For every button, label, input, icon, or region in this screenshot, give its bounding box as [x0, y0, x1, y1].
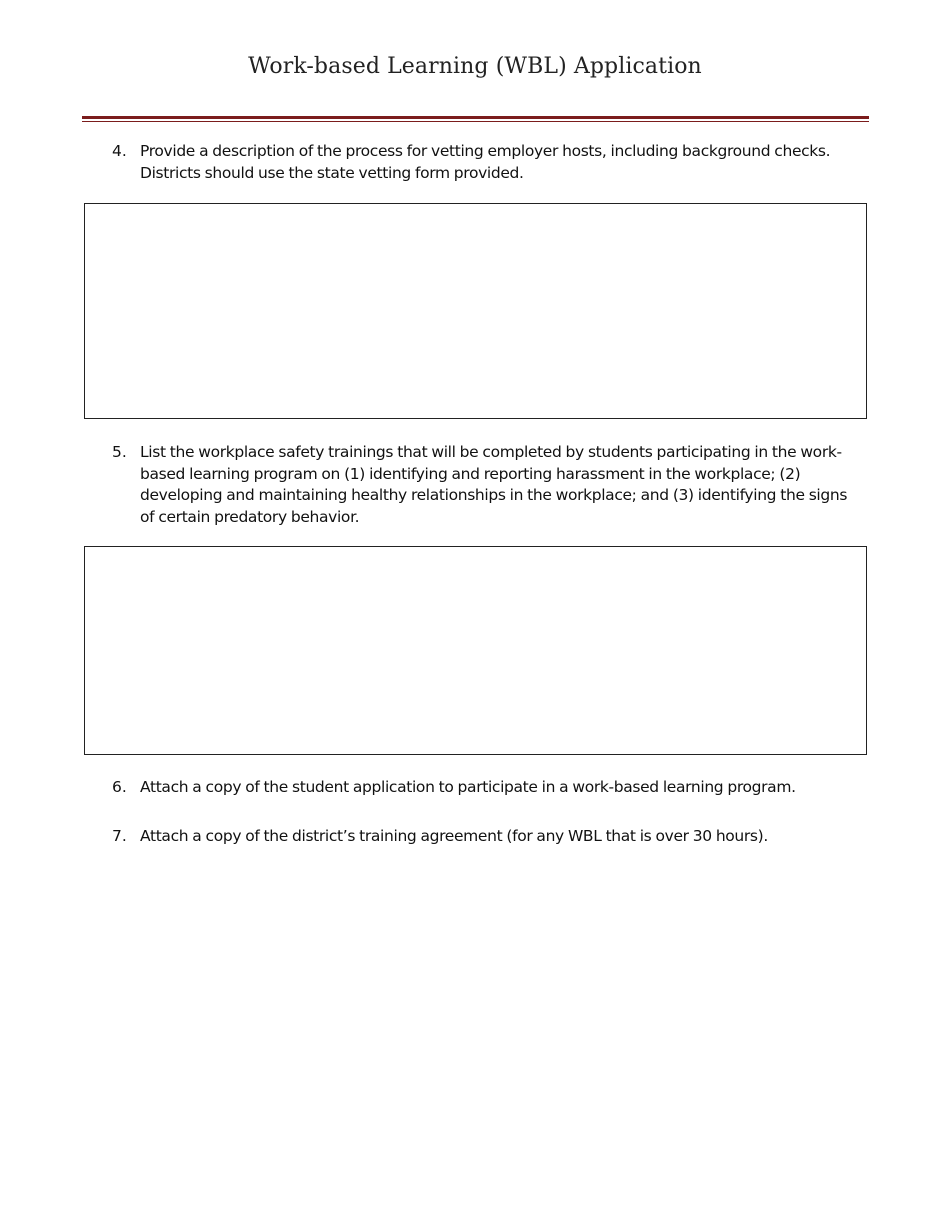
- question-4-number: 4.: [112, 142, 127, 160]
- page-title: Work-based Learning (WBL) Application: [248, 54, 702, 79]
- question-6-text: Attach a copy of the student application to participate in a work-based learning program.: [140, 778, 796, 796]
- header-divider-thin: [82, 121, 869, 122]
- question-5-text: List the workplace safety trainings that will be completed by students participating in the work-based learning program on (1) identifying and reporting harassment in the workplace; (2) developing and maintaining healthy relationships in the workplace; and (3) identifying the signs of certain predatory behavior.: [140, 443, 848, 526]
- header-divider: [82, 116, 869, 119]
- question-6: [112, 777, 862, 799]
- question-6-number: 6.: [112, 778, 127, 796]
- question-5-number: 5.: [112, 443, 127, 461]
- question-7-text: Attach a copy of the district’s training agreement (for any WBL that is over 30 hours).: [140, 827, 768, 845]
- question-5: [112, 442, 862, 528]
- question-7: [112, 826, 862, 848]
- question-5-answer-box[interactable]: [84, 546, 867, 755]
- question-4: [112, 141, 862, 184]
- question-4-answer-box[interactable]: [84, 203, 867, 419]
- question-4-text: Provide a description of the process for vetting employer hosts, including background checks. Districts should use the state vetting form provided.: [140, 142, 831, 182]
- question-7-number: 7.: [112, 827, 127, 845]
